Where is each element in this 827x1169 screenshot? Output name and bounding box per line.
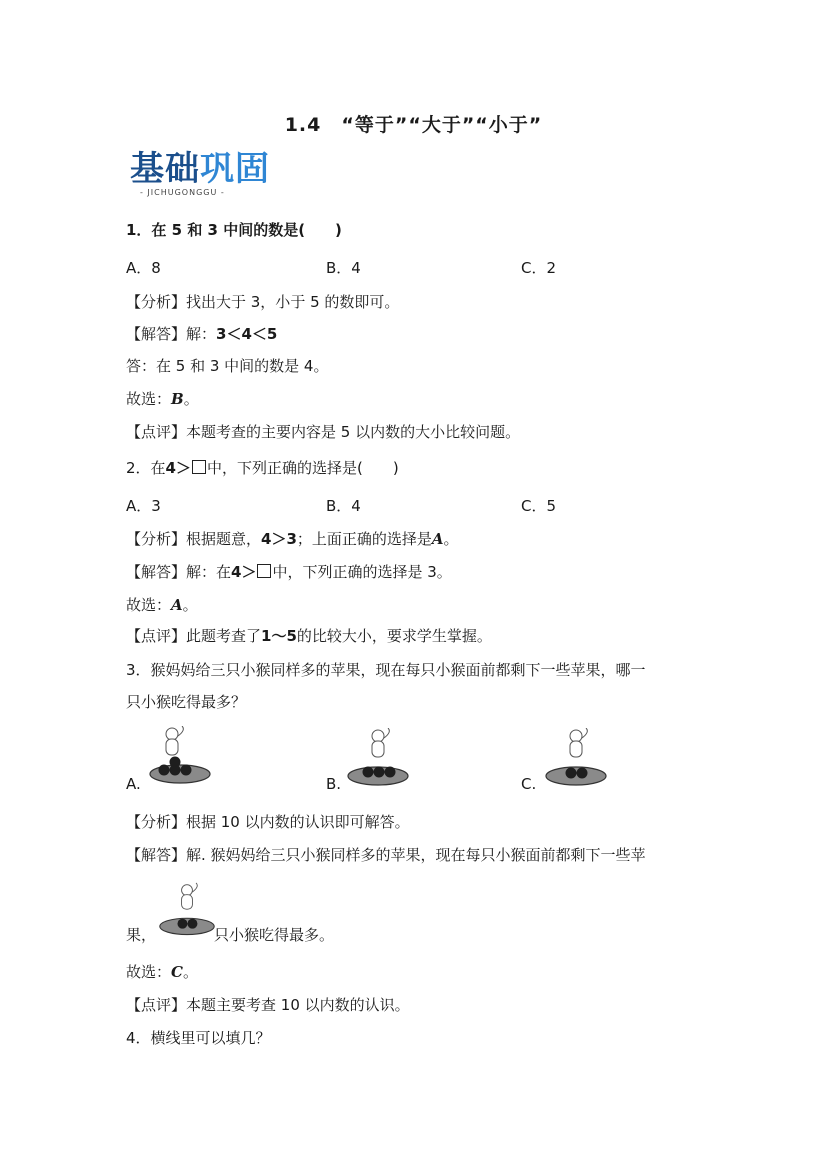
q2-option-a: A．3 [126, 497, 161, 515]
monkey-apples-a-icon [148, 726, 212, 788]
q3-answer-line2: 果， 只小猴吃得最多。 [126, 926, 335, 944]
monkey-apples-c-icon [544, 728, 608, 790]
q2-choose: 故选：A。 [126, 596, 198, 614]
q2-answer: 【解答】解：在4＞ 中，下列正确的选择是 3。 [126, 563, 452, 581]
q3-comment: 【点评】本题主要考查 10 以内数的认识。 [126, 996, 410, 1014]
q1-answer: 【解答】解：3＜4＜5 [126, 325, 278, 343]
q1-option-c: C．2 [521, 259, 557, 277]
q3-choose: 故选：C。 [126, 963, 198, 981]
monkey-apples-answer-icon [158, 880, 216, 942]
q1-choose: 故选：B。 [126, 390, 199, 408]
q3-answer-line1: 【解答】解. 猴妈妈给三只小猴同样多的苹果，现在每只小猴面前都剩下一些苹 [126, 846, 646, 864]
logo-sub: - JICHUGONGGU - [140, 188, 225, 197]
q3-stem-line2: 只小猴吃得最多？ [126, 693, 247, 711]
page-title: 1.4 “等于”“大于”“小于” [284, 114, 543, 136]
q2-analysis: 【分析】根据题意，4＞3；上面正确的选择是A。 [126, 530, 459, 548]
q3-stem-line1: 3．猴妈妈给三只小猴同样多的苹果，现在每只小猴面前都剩下一些苹果，哪一 [126, 661, 646, 679]
q4-stem: 4．横线里可以填几？ [126, 1029, 271, 1047]
q2-comment: 【点评】此题考查了1～5的比较大小，要求学生掌握。 [126, 627, 492, 645]
q2-option-b: B．4 [326, 497, 361, 515]
blank-box-icon [257, 564, 271, 578]
monkey-apples-b-icon [346, 728, 410, 790]
blank-box-icon [192, 460, 206, 474]
q1-option-a: A．8 [126, 259, 161, 277]
logo-main-light: 巩固 [200, 149, 270, 189]
section-logo [130, 149, 275, 200]
q1-stem: 1．在 5 和 3 中间的数是( ) [126, 221, 342, 239]
q2-stem: 2．在4＞ 中，下列正确的选择是( ) [126, 459, 399, 477]
q1-choose-letter: B [171, 390, 184, 408]
q3-option-c: C. [521, 775, 537, 793]
q3-option-b: B. [326, 775, 342, 793]
q1-answer-text: 答：在 5 和 3 中间的数是 4。 [126, 357, 329, 375]
q1-comment: 【点评】本题考查的主要内容是 5 以内数的大小比较问题。 [126, 423, 521, 441]
q1-answer-math: 3＜4＜5 [216, 325, 278, 343]
q1-option-b: B．4 [326, 259, 361, 277]
q1-analysis: 【分析】找出大于 3，小于 5 的数即可。 [126, 293, 400, 311]
logo-main-dark: 基础 [130, 149, 200, 189]
q3-option-a: A. [126, 775, 141, 793]
q2-option-c: C．5 [521, 497, 557, 515]
q3-analysis: 【分析】根据 10 以内数的认识即可解答。 [126, 813, 410, 831]
